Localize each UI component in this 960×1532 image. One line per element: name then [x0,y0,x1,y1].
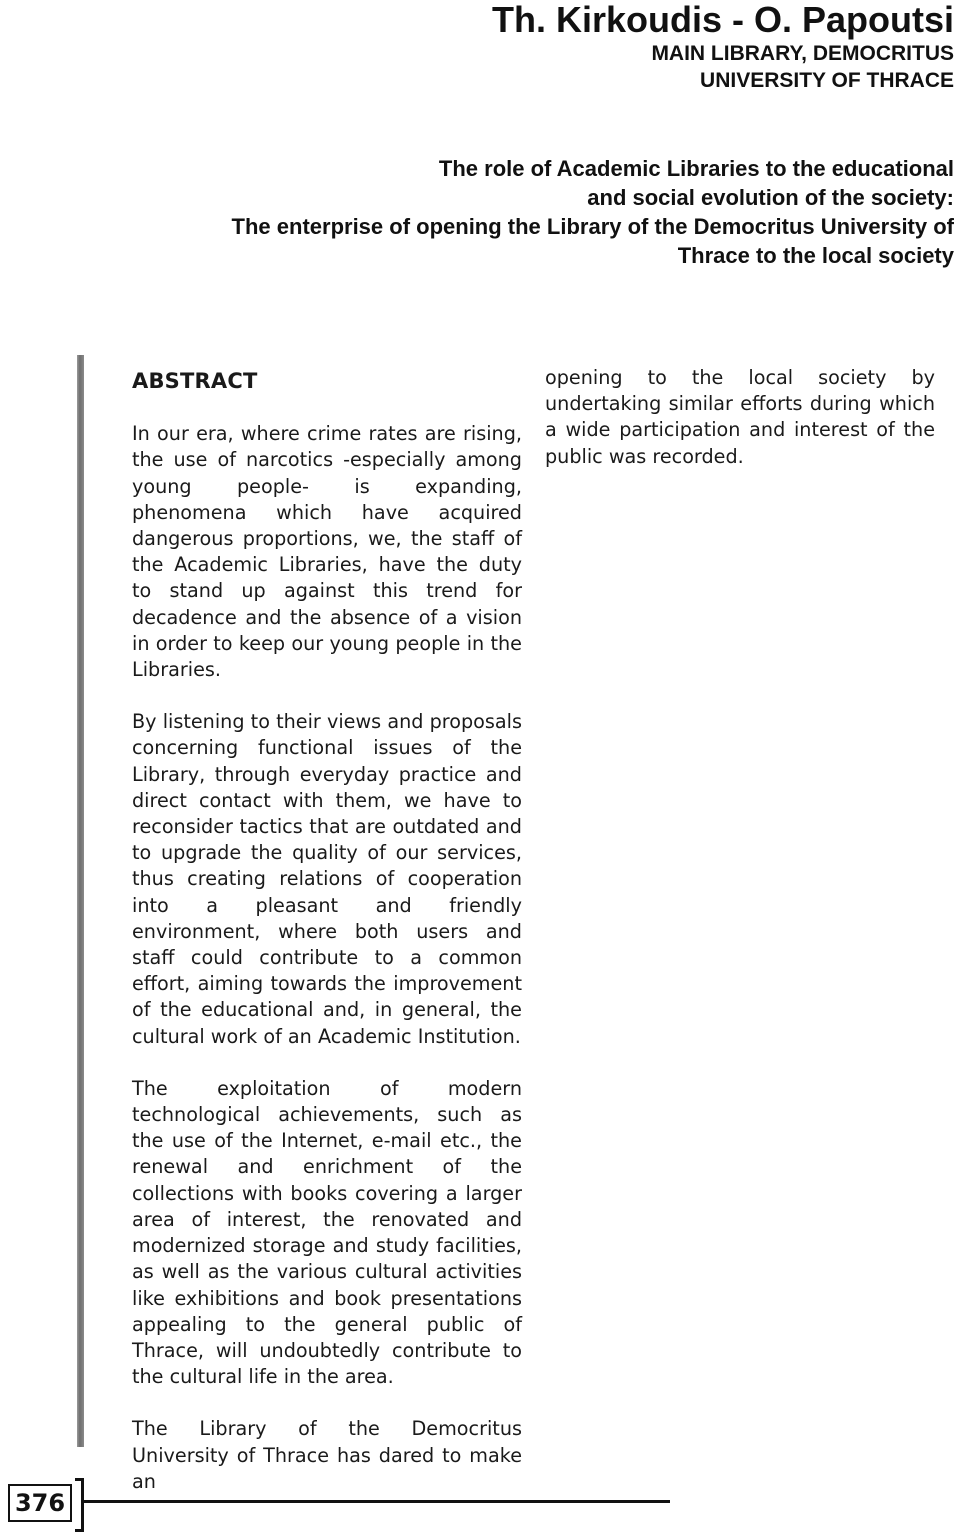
abstract-paragraph: By listening to their views and proposals concerning functional issues of the Library, through everyday practice and direct contact with them, we have to reconsider tactics that are outdated and to upgrade the quality of our services, thus creating relations of cooperation into a pleasant and friendly environment, where both users and staff could contribute to a common effort, aiming towards the improvement of the educational and, in general, the cultural work of an Academic Institution. [132,710,522,1048]
abstract-left-column [132,365,522,1521]
footer-rule [84,1500,670,1503]
abstract-continuation: opening to the local society by undertaking similar efforts during which a wide participation and interest of the public was recorded. [545,366,935,468]
abstract-heading: ABSTRACT [132,369,258,393]
article-header [14,0,954,270]
abstract-paragraph: In our era, where crime rates are rising, the use of narcotics -especially among young people- is expanding, phenomena which have acquired dangerous proportions, we, the staff of the Academic Libraries, have the duty to stand up against this trend for decadence and the absence of a vision in order to keep our young people in the Libraries. [132,422,522,682]
affiliation-line-1: MAIN LIBRARY, DEMOCRITUS [651,42,954,65]
footer-bracket [75,1478,84,1532]
title-line: and social evolution of the society: [587,185,954,210]
affiliation-line-2: UNIVERSITY OF THRACE [700,69,954,92]
page-number: 376 [8,1484,72,1522]
authors: Th. Kirkoudis - O. Papoutsi [491,0,954,40]
title-line: The role of Academic Libraries to the educational [438,156,954,181]
article-title [14,154,954,270]
abstract-paragraph: The exploitation of modern technological achievements, such as the use of the Internet, e-mail etc., the renewal and enrichment of the collections with books covering a larger area of interest, the renovated and modernized storage and study facilities, as well as the various cultural activities like exhibitions and book presentations appealing to the general public of Thrace, will undoubtedly contribute to the cultural life in the area. [132,1076,522,1389]
margin-bar [77,355,84,1447]
title-line: The enterprise of opening the Library of the Democritus University of [231,214,954,239]
abstract-paragraph: The Library of the Democritus University of Thrace has dared to make an [132,1417,522,1493]
abstract-right-column [545,365,935,496]
title-line: Thrace to the local society [677,243,954,268]
